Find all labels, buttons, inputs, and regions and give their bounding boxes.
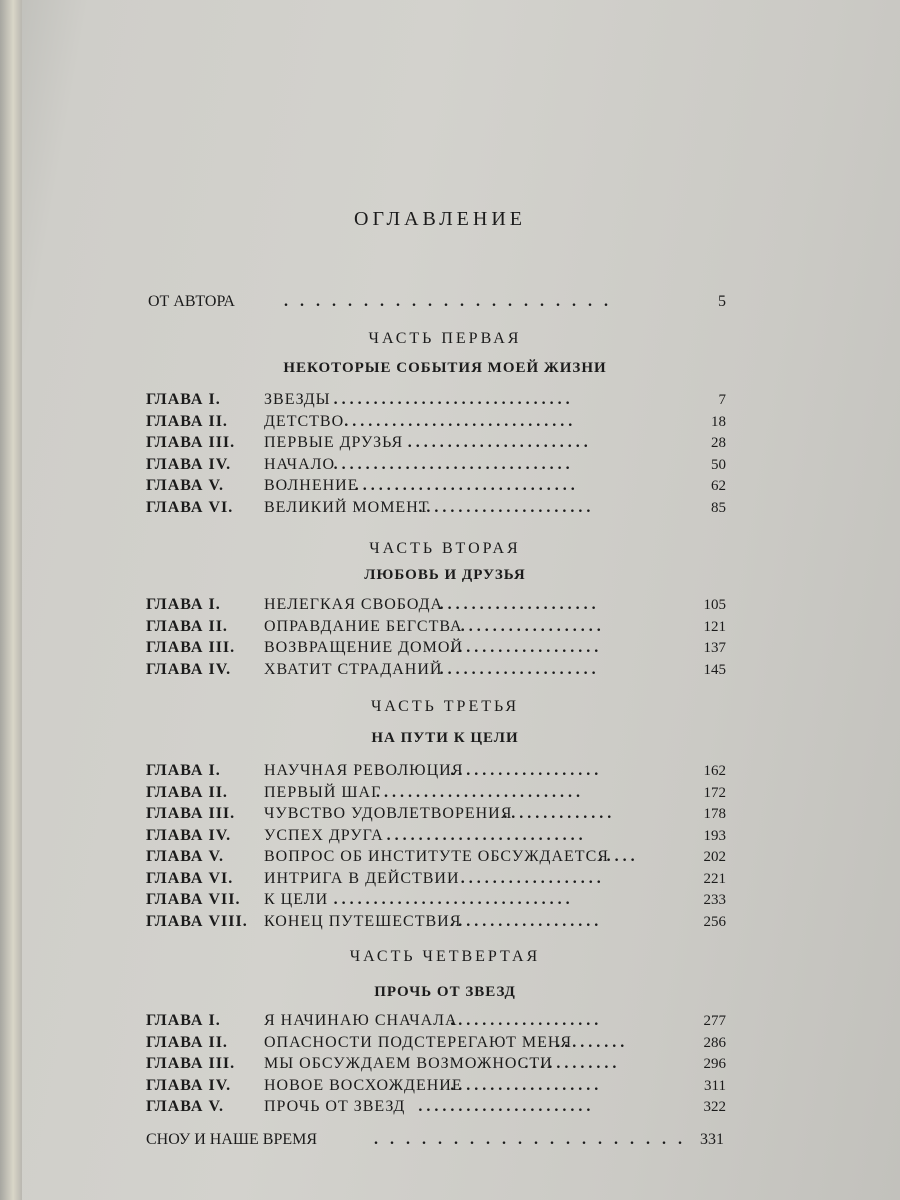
chapter-page: 233 xyxy=(703,892,726,908)
chapter-name: ХВАТИТ СТРАДАНИЙ xyxy=(264,661,443,678)
dot-leader: ................... xyxy=(450,913,603,930)
dot-leader: .............................. xyxy=(333,891,574,908)
chapter-page: 145 xyxy=(703,662,726,678)
dot-leader: ............................ xyxy=(354,477,579,494)
entry-name: ОТ АВТОРА xyxy=(148,293,235,310)
chapter-page: 137 xyxy=(703,640,726,656)
dot-leader: ...................... xyxy=(418,1098,595,1115)
chapter-name: ЗВЕЗДЫ xyxy=(264,391,331,408)
dot-leader: ..... xyxy=(598,848,639,865)
toc-entry xyxy=(146,825,726,847)
chapter-number: ГЛАВА VII. xyxy=(146,891,241,908)
chapter-number: ГЛАВА VIII. xyxy=(146,913,248,930)
toc-entry xyxy=(146,1096,726,1118)
part-label: ЧАСТЬ ПЕРВАЯ xyxy=(368,330,522,347)
chapter-number: ГЛАВА IV. xyxy=(146,661,232,678)
entry-page: 331 xyxy=(700,1131,724,1148)
toc-entry xyxy=(146,637,726,659)
dot-leader: .................... xyxy=(439,661,600,678)
dot-leader: ......................... xyxy=(386,827,587,844)
chapter-page: 296 xyxy=(703,1056,726,1072)
toc-entry xyxy=(146,782,726,804)
chapter-number: ГЛАВА IV. xyxy=(146,827,232,844)
part-label: ЧАСТЬ ЧЕТВЕРТАЯ xyxy=(349,948,541,965)
chapter-number: ГЛАВА VI. xyxy=(146,499,234,516)
chapter-number: ГЛАВА III. xyxy=(146,639,236,656)
chapter-page: 50 xyxy=(711,457,726,473)
toc-entry xyxy=(146,868,726,890)
chapter-number: ГЛАВА I. xyxy=(146,391,221,408)
chapter-number: ГЛАВА VI. xyxy=(146,870,234,887)
chapter-number: ГЛАВА I. xyxy=(146,762,221,779)
dot-leader: ...................... xyxy=(418,499,595,516)
chapter-page: 28 xyxy=(711,435,726,451)
chapter-name: ОПРАВДАНИЕ БЕГСТВА xyxy=(264,618,463,635)
toc-entry xyxy=(146,1010,726,1032)
chapter-name: ВОПРОС ОБ ИНСТИТУТЕ ОБСУЖДАЕТСЯ xyxy=(264,848,609,865)
chapter-name: К ЦЕЛИ xyxy=(264,891,329,908)
chapter-page: 178 xyxy=(703,806,726,822)
chapter-name: НАУЧНАЯ РЕВОЛЮЦИЯ xyxy=(264,762,464,779)
toc-entry xyxy=(146,889,726,911)
chapter-name: НОВОЕ ВОСХОЖДЕНИЕ xyxy=(264,1077,463,1094)
dot-leader: ................... xyxy=(450,1012,603,1029)
toc-entry xyxy=(146,760,726,782)
chapter-name: ЧУВСТВО УДОВЛЕТВОРЕНИЯ xyxy=(264,805,513,822)
dot-leader: ............................. xyxy=(344,413,577,430)
chapter-page: 85 xyxy=(711,500,726,516)
chapter-name: ВЕЛИКИЙ МОМЕНТ xyxy=(264,499,430,516)
chapter-name: МЫ ОБСУЖДАЕМ ВОЗМОЖНОСТИ xyxy=(264,1055,553,1072)
part-label: ЧАСТЬ ВТОРАЯ xyxy=(369,540,521,557)
part-subtitle: ЛЮБОВЬ И ДРУЗЬЯ xyxy=(364,567,526,583)
dot-leader: ................... xyxy=(450,762,603,779)
chapter-name: НАЧАЛО xyxy=(264,456,336,473)
chapter-number: ГЛАВА IV. xyxy=(146,1077,232,1094)
toc-entry xyxy=(146,594,726,616)
chapter-number: ГЛАВА V. xyxy=(146,477,224,494)
chapter-name: КОНЕЦ ПУТЕШЕСТВИЯ xyxy=(264,913,462,930)
part-subtitle: НА ПУТИ К ЦЕЛИ xyxy=(371,730,519,746)
chapter-number: ГЛАВА I. xyxy=(146,596,221,613)
toc-entry xyxy=(146,411,726,433)
chapter-page: 322 xyxy=(703,1099,726,1115)
chapter-page: 277 xyxy=(703,1013,726,1029)
chapter-page: 18 xyxy=(711,414,726,430)
dot-leader: .......................... xyxy=(376,784,584,801)
toc-entry xyxy=(146,616,726,638)
dot-leader: ................... xyxy=(450,639,603,656)
toc-entry xyxy=(146,497,726,519)
dot-leader: . . . . . . . . . . . . . . . . . . . . xyxy=(374,1131,686,1148)
toc-entry xyxy=(146,475,726,497)
chapter-number: ГЛАВА I. xyxy=(146,1012,221,1029)
chapter-page: 202 xyxy=(703,849,726,865)
chapter-page: 62 xyxy=(711,478,726,494)
chapter-name: ОПАСНОСТИ ПОДСТЕРЕГАЮТ МЕНЯ xyxy=(264,1034,573,1051)
dot-leader: .............. xyxy=(503,805,616,822)
toc-entry xyxy=(146,659,726,681)
dot-leader: .............................. xyxy=(333,456,574,473)
chapter-name: ВОЛНЕНИЕ xyxy=(264,477,359,494)
chapter-name: ПЕРВЫЙ ШАГ xyxy=(264,784,382,801)
chapter-number: ГЛАВА IV. xyxy=(146,456,232,473)
chapter-name: ВОЗВРАЩЕНИЕ ДОМОЙ xyxy=(264,639,463,656)
toc-entry xyxy=(146,911,726,933)
chapter-name: ДЕТСТВО xyxy=(264,413,345,430)
chapter-number: ГЛАВА V. xyxy=(146,1098,224,1115)
toc-entry xyxy=(146,389,726,411)
dot-leader: ......... xyxy=(556,1034,629,1051)
page-title: ОГЛАВЛЕНИЕ xyxy=(354,208,526,230)
dot-leader: .................. xyxy=(460,870,605,887)
toc-entry xyxy=(146,803,726,825)
chapter-page: 121 xyxy=(703,619,726,635)
dot-leader: ................... xyxy=(450,1077,603,1094)
toc-entry xyxy=(146,432,726,454)
dot-leader: .............................. xyxy=(333,391,574,408)
toc-entry xyxy=(146,1032,726,1054)
dot-leader: ............ xyxy=(524,1055,621,1072)
chapter-page: 221 xyxy=(703,871,726,887)
part-subtitle: НЕКОТОРЫЕ СОБЫТИЯ МОЕЙ ЖИЗНИ xyxy=(283,360,607,376)
chapter-page: 7 xyxy=(718,392,726,408)
chapter-name: ПЕРВЫЕ ДРУЗЬЯ xyxy=(264,434,404,451)
chapter-page: 311 xyxy=(704,1078,726,1094)
part-label: ЧАСТЬ ТРЕТЬЯ xyxy=(370,698,519,715)
chapter-page: 162 xyxy=(703,763,726,779)
chapter-number: ГЛАВА III. xyxy=(146,805,236,822)
dot-leader: .................... xyxy=(439,596,600,613)
chapter-page: 105 xyxy=(703,597,726,613)
chapter-page: 256 xyxy=(703,914,726,930)
toc-entry xyxy=(146,1053,726,1075)
part-subtitle: ПРОЧЬ ОТ ЗВЕЗД xyxy=(374,984,516,1000)
chapter-number: ГЛАВА II. xyxy=(146,784,228,801)
chapter-page: 193 xyxy=(703,828,726,844)
dot-leader: .................. xyxy=(460,618,605,635)
toc-entry xyxy=(146,1075,726,1097)
chapter-number: ГЛАВА II. xyxy=(146,413,228,430)
toc-entry-intro xyxy=(148,290,726,314)
chapter-page: 286 xyxy=(703,1035,726,1051)
chapter-name: Я НАЧИНАЮ СНАЧАЛА xyxy=(264,1012,458,1029)
entry-page: 5 xyxy=(718,293,726,310)
dot-leader: . . . . . . . . . . . . . . . . . . . . . xyxy=(284,293,612,310)
chapter-name: ПРОЧЬ ОТ ЗВЕЗД xyxy=(264,1098,406,1115)
chapter-number: ГЛАВА V. xyxy=(146,848,224,865)
chapter-name: ИНТРИГА В ДЕЙСТВИИ xyxy=(264,870,460,887)
chapter-number: ГЛАВА II. xyxy=(146,618,228,635)
toc-entry xyxy=(146,846,726,868)
chapter-number: ГЛАВА II. xyxy=(146,1034,228,1051)
chapter-number: ГЛАВА III. xyxy=(146,434,236,451)
dot-leader: ....................... xyxy=(407,434,592,451)
toc-entry-outro xyxy=(146,1128,724,1152)
entry-name: СНОУ И НАШЕ ВРЕМЯ xyxy=(146,1131,318,1148)
chapter-page: 172 xyxy=(703,785,726,801)
chapter-name: НЕЛЕГКАЯ СВОБОДА xyxy=(264,596,444,613)
toc-entry xyxy=(146,454,726,476)
chapter-number: ГЛАВА III. xyxy=(146,1055,236,1072)
chapter-name: УСПЕХ ДРУГА xyxy=(264,827,384,844)
